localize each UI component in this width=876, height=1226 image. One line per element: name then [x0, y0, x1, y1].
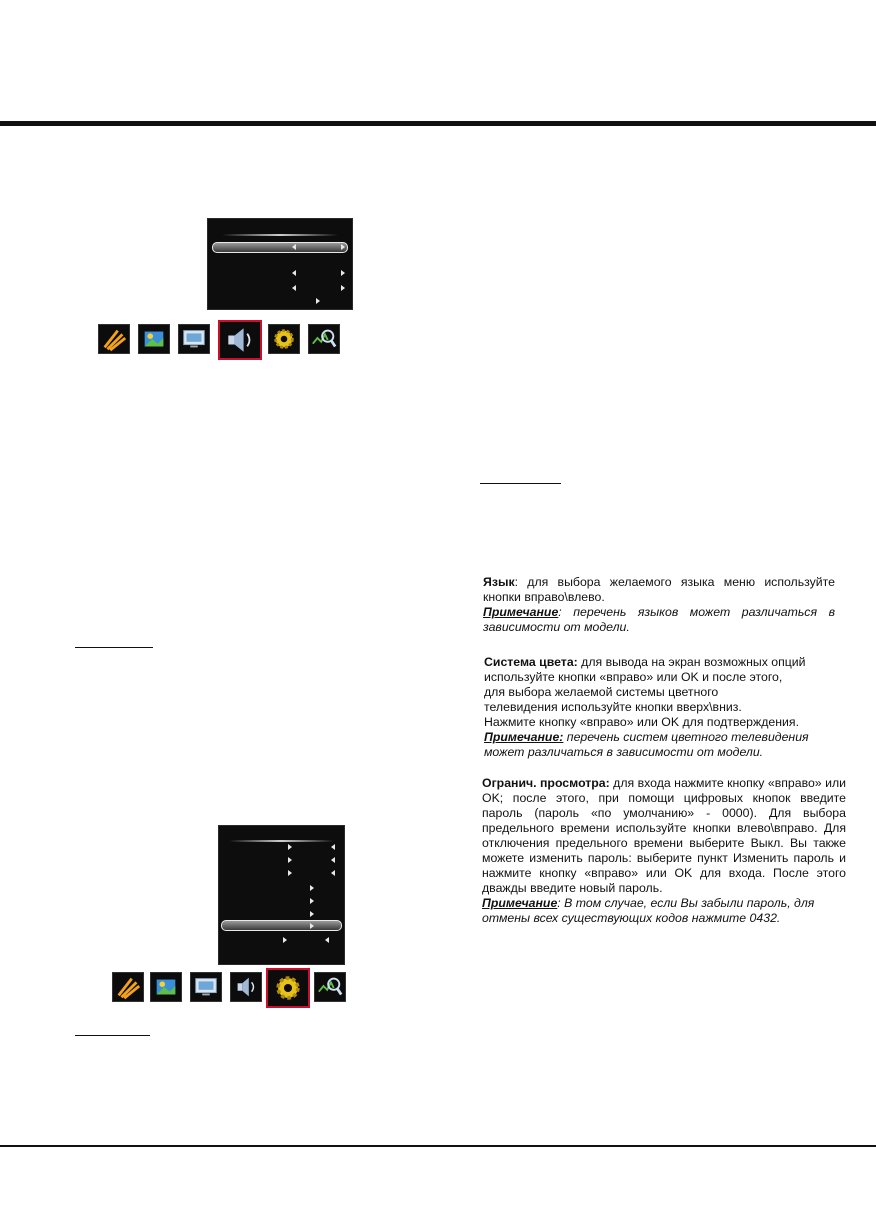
- picture-icon[interactable]: [150, 972, 182, 1002]
- language-note-body: : перечень языков может различаться в зависимости от модели.: [483, 605, 835, 634]
- color-system-note-label: Примечание:: [484, 730, 564, 744]
- language-body: : для выбора желаемого языка меню используйте кнопки вправо\влево.: [483, 575, 835, 604]
- color-system-line3: для выбора желаемой системы цветного: [484, 685, 719, 699]
- arrow-left-icon[interactable]: [292, 270, 296, 276]
- color-system-line2: используйте кнопки «вправо» или OK и после этого,: [484, 670, 783, 684]
- channel-icon[interactable]: [112, 972, 144, 1002]
- arrow-right-icon[interactable]: [283, 937, 287, 943]
- arrow-right-icon[interactable]: [288, 870, 292, 876]
- arrow-right-icon[interactable]: [316, 298, 320, 304]
- parental-term: Огранич. просмотра:: [482, 776, 610, 790]
- channel-icon[interactable]: [98, 324, 130, 354]
- sound-menu-osd: [207, 218, 353, 310]
- osd-title-line: [222, 234, 338, 236]
- sound-icon[interactable]: [230, 972, 262, 1002]
- color-system-line5: Нажмите кнопку «вправо» или OK для подтверждения.: [484, 715, 799, 729]
- arrow-right-icon[interactable]: [310, 885, 314, 891]
- arrow-left-icon[interactable]: [292, 244, 296, 250]
- osd-highlight-row[interactable]: [212, 242, 348, 253]
- arrow-right-icon[interactable]: [310, 911, 314, 917]
- arrow-right-icon[interactable]: [288, 857, 292, 863]
- sound-icon[interactable]: [218, 320, 262, 360]
- settings-menu-osd: [218, 825, 345, 965]
- arrow-left-icon[interactable]: [292, 285, 296, 291]
- picture-icon[interactable]: [138, 324, 170, 354]
- parental-paragraph: [482, 776, 846, 926]
- color-system-line4: телевидения используйте кнопки вверх\вниз.: [484, 700, 742, 714]
- search-icon[interactable]: [314, 972, 346, 1002]
- arrow-right-icon[interactable]: [341, 285, 345, 291]
- arrow-left-icon[interactable]: [331, 844, 335, 850]
- color-system-note-body: перечень систем цветного телевидения может различаться в зависимости от модели.: [484, 730, 809, 759]
- header-rule: [0, 121, 876, 126]
- arrow-left-icon[interactable]: [325, 937, 329, 943]
- parental-body: для входа нажмите кнопку «вправо» или OK; после этого, при помощи цифровых кнопок введите пароль (пароль «по умолчанию» - 0000). Для выбора предельного времени используйте кнопки влево\вправо. Для отключения предельного времени выберите Выкл. Вы также можете изменить пароль: выберите пункт Изменить пароль и нажмите кнопку «вправо» или OK для входа. После этого дважды введите новый пароль.: [482, 776, 846, 895]
- language-term: Язык: [483, 575, 515, 589]
- parental-note-body: : В том случае, если Вы забыли пароль, для отмены всех существующих кодов нажмите 0432.: [482, 896, 815, 925]
- arrow-right-icon[interactable]: [288, 844, 292, 850]
- settings-menu-iconbar: [110, 968, 350, 1010]
- settings-icon[interactable]: [268, 324, 300, 354]
- parental-note-label: Примечание: [482, 896, 558, 910]
- color-system-line1: для вывода на экран возможных опций: [577, 655, 806, 669]
- osd-highlight-row[interactable]: [221, 920, 342, 931]
- arrow-right-icon[interactable]: [341, 270, 345, 276]
- language-paragraph: [483, 575, 835, 635]
- sound-menu-iconbar: [96, 320, 346, 362]
- arrow-left-icon[interactable]: [331, 870, 335, 876]
- settings-icon[interactable]: [266, 968, 310, 1008]
- arrow-right-icon[interactable]: [341, 244, 345, 250]
- underline-stub: [75, 647, 153, 648]
- screen-icon[interactable]: [178, 324, 210, 354]
- arrow-left-icon[interactable]: [331, 857, 335, 863]
- screen-icon[interactable]: [190, 972, 222, 1002]
- color-system-paragraph: [484, 655, 829, 760]
- underline-stub: [75, 1035, 150, 1036]
- arrow-right-icon[interactable]: [310, 898, 314, 904]
- arrow-right-icon[interactable]: [310, 923, 314, 929]
- language-note-label: Примечание: [483, 605, 559, 619]
- underline-stub: [480, 483, 561, 484]
- osd-title-line: [229, 840, 334, 842]
- search-icon[interactable]: [308, 324, 340, 354]
- footer-rule: [0, 1145, 876, 1147]
- color-system-term: Система цвета:: [484, 655, 578, 669]
